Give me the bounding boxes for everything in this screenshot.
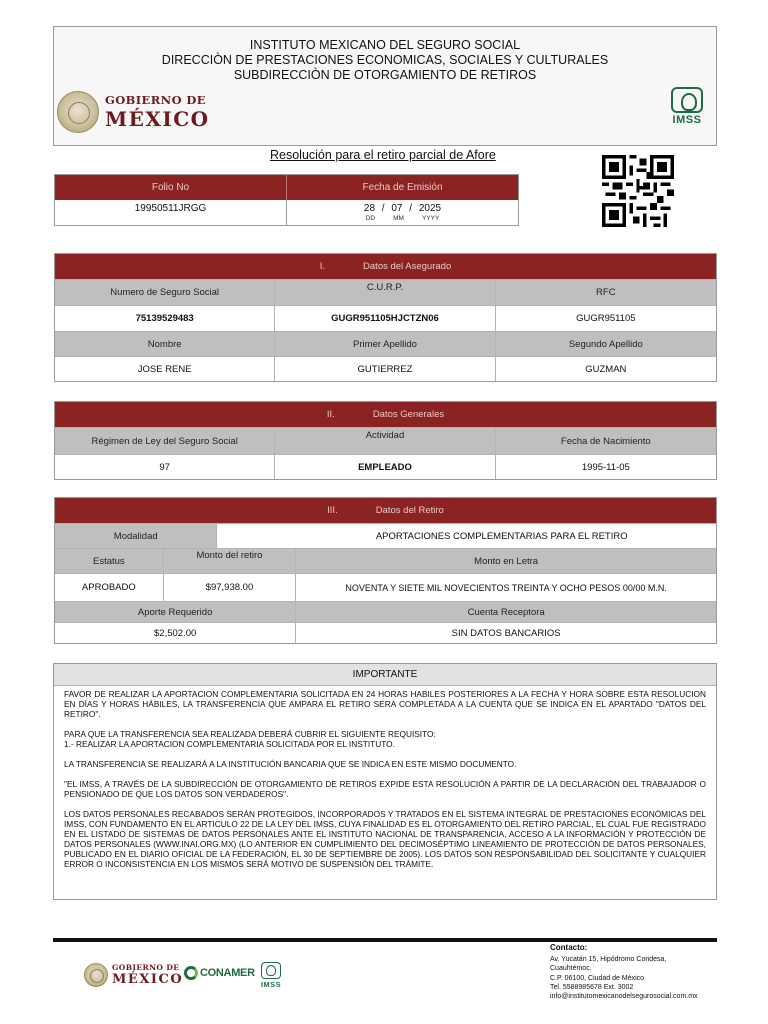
conamer-text: CONAMER: [200, 967, 255, 979]
document-header: [53, 26, 717, 146]
primer-apellido-header: Primer Apellido: [274, 332, 494, 356]
imss-emblem-icon: [261, 962, 281, 979]
imss-logo: [670, 87, 704, 126]
footer-mexico-text: MÉXICO: [112, 972, 184, 988]
cuenta-receptora-header: Cuenta Receptora: [295, 602, 716, 622]
cuenta-receptora-value: SIN DATOS BANCARIOS: [295, 623, 716, 643]
modalidad-value: APORTACIONES COMPLEMENTARIAS PARA EL RETIRO: [216, 524, 716, 548]
monto-retiro-header: Monto del retiro: [163, 549, 296, 573]
primer-apellido-value: GUTIERREZ: [274, 357, 494, 381]
section-number: II.: [326, 409, 335, 420]
segundo-apellido-header: Segundo Apellido: [495, 332, 716, 356]
requisito-paragraph: [64, 729, 706, 749]
footer-imss-logo: [260, 962, 282, 989]
folio-value: 19950511JRGG: [55, 200, 287, 226]
transferencia-paragraph: LA TRANSFERENCIA SE REALIZARÁ A LA INSTITUCIÓN BANCARIA QUE SE INDICA EN ESTE MISMO DOCUMENTO.: [64, 759, 517, 769]
nss-value: 75139529483: [135, 313, 194, 324]
contact-email: info@institutomexicanodelsegurosocial.com.mx: [550, 993, 698, 1001]
curp-header: C.U.R.P.: [274, 280, 494, 305]
fecha-emision-cell: [287, 200, 518, 226]
aporte-requerido-header: Aporte Requerido: [55, 602, 295, 622]
date-yyyy-caption: YYYY: [421, 215, 440, 222]
modalidad-header: Modalidad: [55, 524, 216, 548]
aporte-requerido-value: $2,502.00: [154, 627, 197, 639]
contact-postal-line: C.P. 06100, Ciudad de México: [550, 974, 645, 982]
actividad-value: EMPLEADO: [274, 455, 494, 479]
date-mm-caption: MM: [393, 215, 404, 222]
contact-title: Contacto:: [550, 943, 588, 952]
nacimiento-header: Fecha de Nacimiento: [495, 428, 716, 454]
regimen-value: 97: [159, 461, 170, 473]
section-header: [55, 254, 716, 279]
contact-address-line: Cuauhtémoc.: [550, 965, 592, 973]
imss-logo-text: IMSS: [672, 114, 702, 126]
section-title: Datos del Asegurado: [363, 261, 452, 272]
nacimiento-value: 1995-11-05: [495, 455, 716, 479]
conamer-ring-icon: [184, 966, 198, 980]
section-number: III.: [327, 505, 338, 516]
institution-heading: [54, 27, 716, 83]
estatus-value: APROBADO: [81, 582, 136, 593]
imss-emblem-icon: [671, 87, 703, 113]
datos-generales-section: [54, 401, 717, 480]
declaracion-paragraph: "EL IMSS, A TRAVÉS DE LA SUBDIRECCIÓN DE OTORGAMIENTO DE RETIROS EXPIDE ESTA RESOLUCIÓN A PARTIR DE LA DECLARACIÓN DEL TRABAJADOR O PENSIONADO DE QUE LOS DATOS SON VERDADEROS".: [64, 779, 706, 799]
datos-personales-paragraph: LOS DATOS PERSONALES RECABADOS SERÁN PROTEGIDOS, INCORPORADOS Y TRATADOS EN EL SISTEMA INTEGRAL DE PRESTACIONES ECONÓMICAS DEL IMSS, CON FUNDAMENTO EN EL ARTICULO 22 DE LA LEY DEL IMSS, CUYA FINALIDAD ES EL OTORGAMIENTO DEL RETIRO PARCIAL, EL CUAL FUE REGISTRADO EN EL LISTADO DE SISTEMAS DE DATOS PERSONALES ANTE EL INSTITUTO NACIONAL DE TRANSPARENCIA, ACCESO A LA INFORMACIÓN Y PROTECCIÓN DE DATOS PERSONALES (WWW.INAI.ORG.MX) (LO ANTERIOR EN CUMPLIMIENTO DEL DECIMOSÉPTIMO LINEAMIENTO DE PROTECCIÓN DE DATOS PERSONALES, PUBLICADO EN EL DIARIO OFICIAL DE LA FEDERACIÓN, EL 30 DE SEPTIEMBRE DE 2005). LOS DATOS SON RESPONSABILIDAD DEL SOLICITANTE Y CUALQUIER ERROR O INCONSISTENCIA EN LOS MISMOS SERÁ MOTIVO DE SUSPENSIÓN DEL TRÁMITE.: [64, 809, 706, 869]
footer-imss-text: IMSS: [260, 980, 282, 989]
mexico-text: MÉXICO: [105, 106, 210, 131]
section-title: Datos Generales: [372, 409, 445, 420]
national-seal-icon: [57, 91, 99, 133]
importante-section: [53, 663, 717, 900]
resolution-title: Resolución para el retiro parcial de Afore: [270, 148, 496, 162]
qr-code-icon: [602, 155, 674, 227]
importante-paragraph: FAVOR DE REALIZAR LA APORTACION COMPLEMENTARIA SOLICITADA EN 24 HORAS HABILES POSTERIORES A LA FECHA Y HORA SOBRE ESTA RESOLUCION EN DÍAS Y HORAS HÁBILES, LA TRANSFERENCIA QUE AMPARA EL RETIRO SERA COMPLETADA A LA CUENTA QUE SE INDICA EN EL APARTADO "DATOS DEL RETIRO".: [64, 689, 706, 719]
nombre-header: Nombre: [55, 332, 274, 356]
rfc-value: GUGR951105: [495, 306, 716, 331]
gobierno-de-text: GOBIERNO DE: [105, 93, 206, 108]
footer-gobierno-de-text: GOBIERNO DE: [112, 962, 180, 972]
gobierno-mexico-logo: [57, 91, 210, 133]
contact-address-line: Av. Yucatán 15, Hipódromo Condesa,: [550, 956, 667, 964]
actividad-header: Actividad: [274, 428, 494, 454]
direction-name: DIRECCIÒN DE PRESTACIONES ECONOMICAS, SOCIALES Y CULTURALES: [161, 53, 609, 67]
segundo-apellido-value: GUZMAN: [495, 357, 716, 381]
curp-value: GUGR951105HJCTZN06: [274, 306, 494, 331]
nss-header: Numero de Seguro Social: [55, 280, 274, 305]
section-header: [55, 498, 716, 523]
contact-block: [550, 943, 698, 1001]
contact-phone: Tel. 5588985678 Ext. 3002: [550, 983, 634, 991]
requisito-item: 1.- REALIZAR LA APORTACION COMPLEMENTARIA SOLICITADA POR EL INSTITUTO.: [64, 739, 395, 749]
folio-date-table: [54, 174, 519, 226]
monto-letra-value: NOVENTA Y SIETE MIL NOVECIENTOS TREINTA Y OCHO PESOS 00/00 M.N.: [295, 574, 716, 601]
fecha-emision-label: Fecha de Emisión: [362, 182, 443, 193]
nombre-value: JOSE RENE: [137, 363, 192, 375]
footer-gobierno-logo: [84, 963, 183, 987]
national-seal-icon: [84, 963, 108, 987]
regimen-header: Régimen de Ley del Seguro Social: [55, 428, 274, 454]
section-number: I.: [319, 261, 326, 272]
section-title: Datos del Retiro: [375, 505, 444, 516]
footer-divider: [53, 938, 717, 942]
requisito-intro: PARA QUE LA TRANSFERENCIA SEA REALIZADA DEBERÁ CUBRIR EL SIGUIENTE REQUISITO:: [64, 729, 436, 739]
institution-name: INSTITUTO MEXICANO DEL SEGURO SOCIAL: [249, 38, 521, 52]
date-dd-caption: DD: [365, 215, 376, 222]
section-header: [55, 402, 716, 427]
importante-title: IMPORTANTE: [54, 664, 716, 686]
subdirection-name: SUBDIRECCIÒN DE OTORGAMIENTO DE RETIROS: [233, 68, 537, 82]
monto-retiro-value: $97,938.00: [163, 574, 296, 601]
fecha-emision-value: 28 / 07 / 2025: [363, 203, 442, 214]
datos-asegurado-section: [54, 253, 717, 382]
folio-label: Folio No: [55, 175, 287, 200]
estatus-header: Estatus: [55, 549, 163, 573]
datos-retiro-section: [54, 497, 717, 644]
conamer-logo: [184, 966, 255, 980]
rfc-header: RFC: [495, 280, 716, 305]
monto-letra-header: Monto en Letra: [295, 549, 716, 573]
